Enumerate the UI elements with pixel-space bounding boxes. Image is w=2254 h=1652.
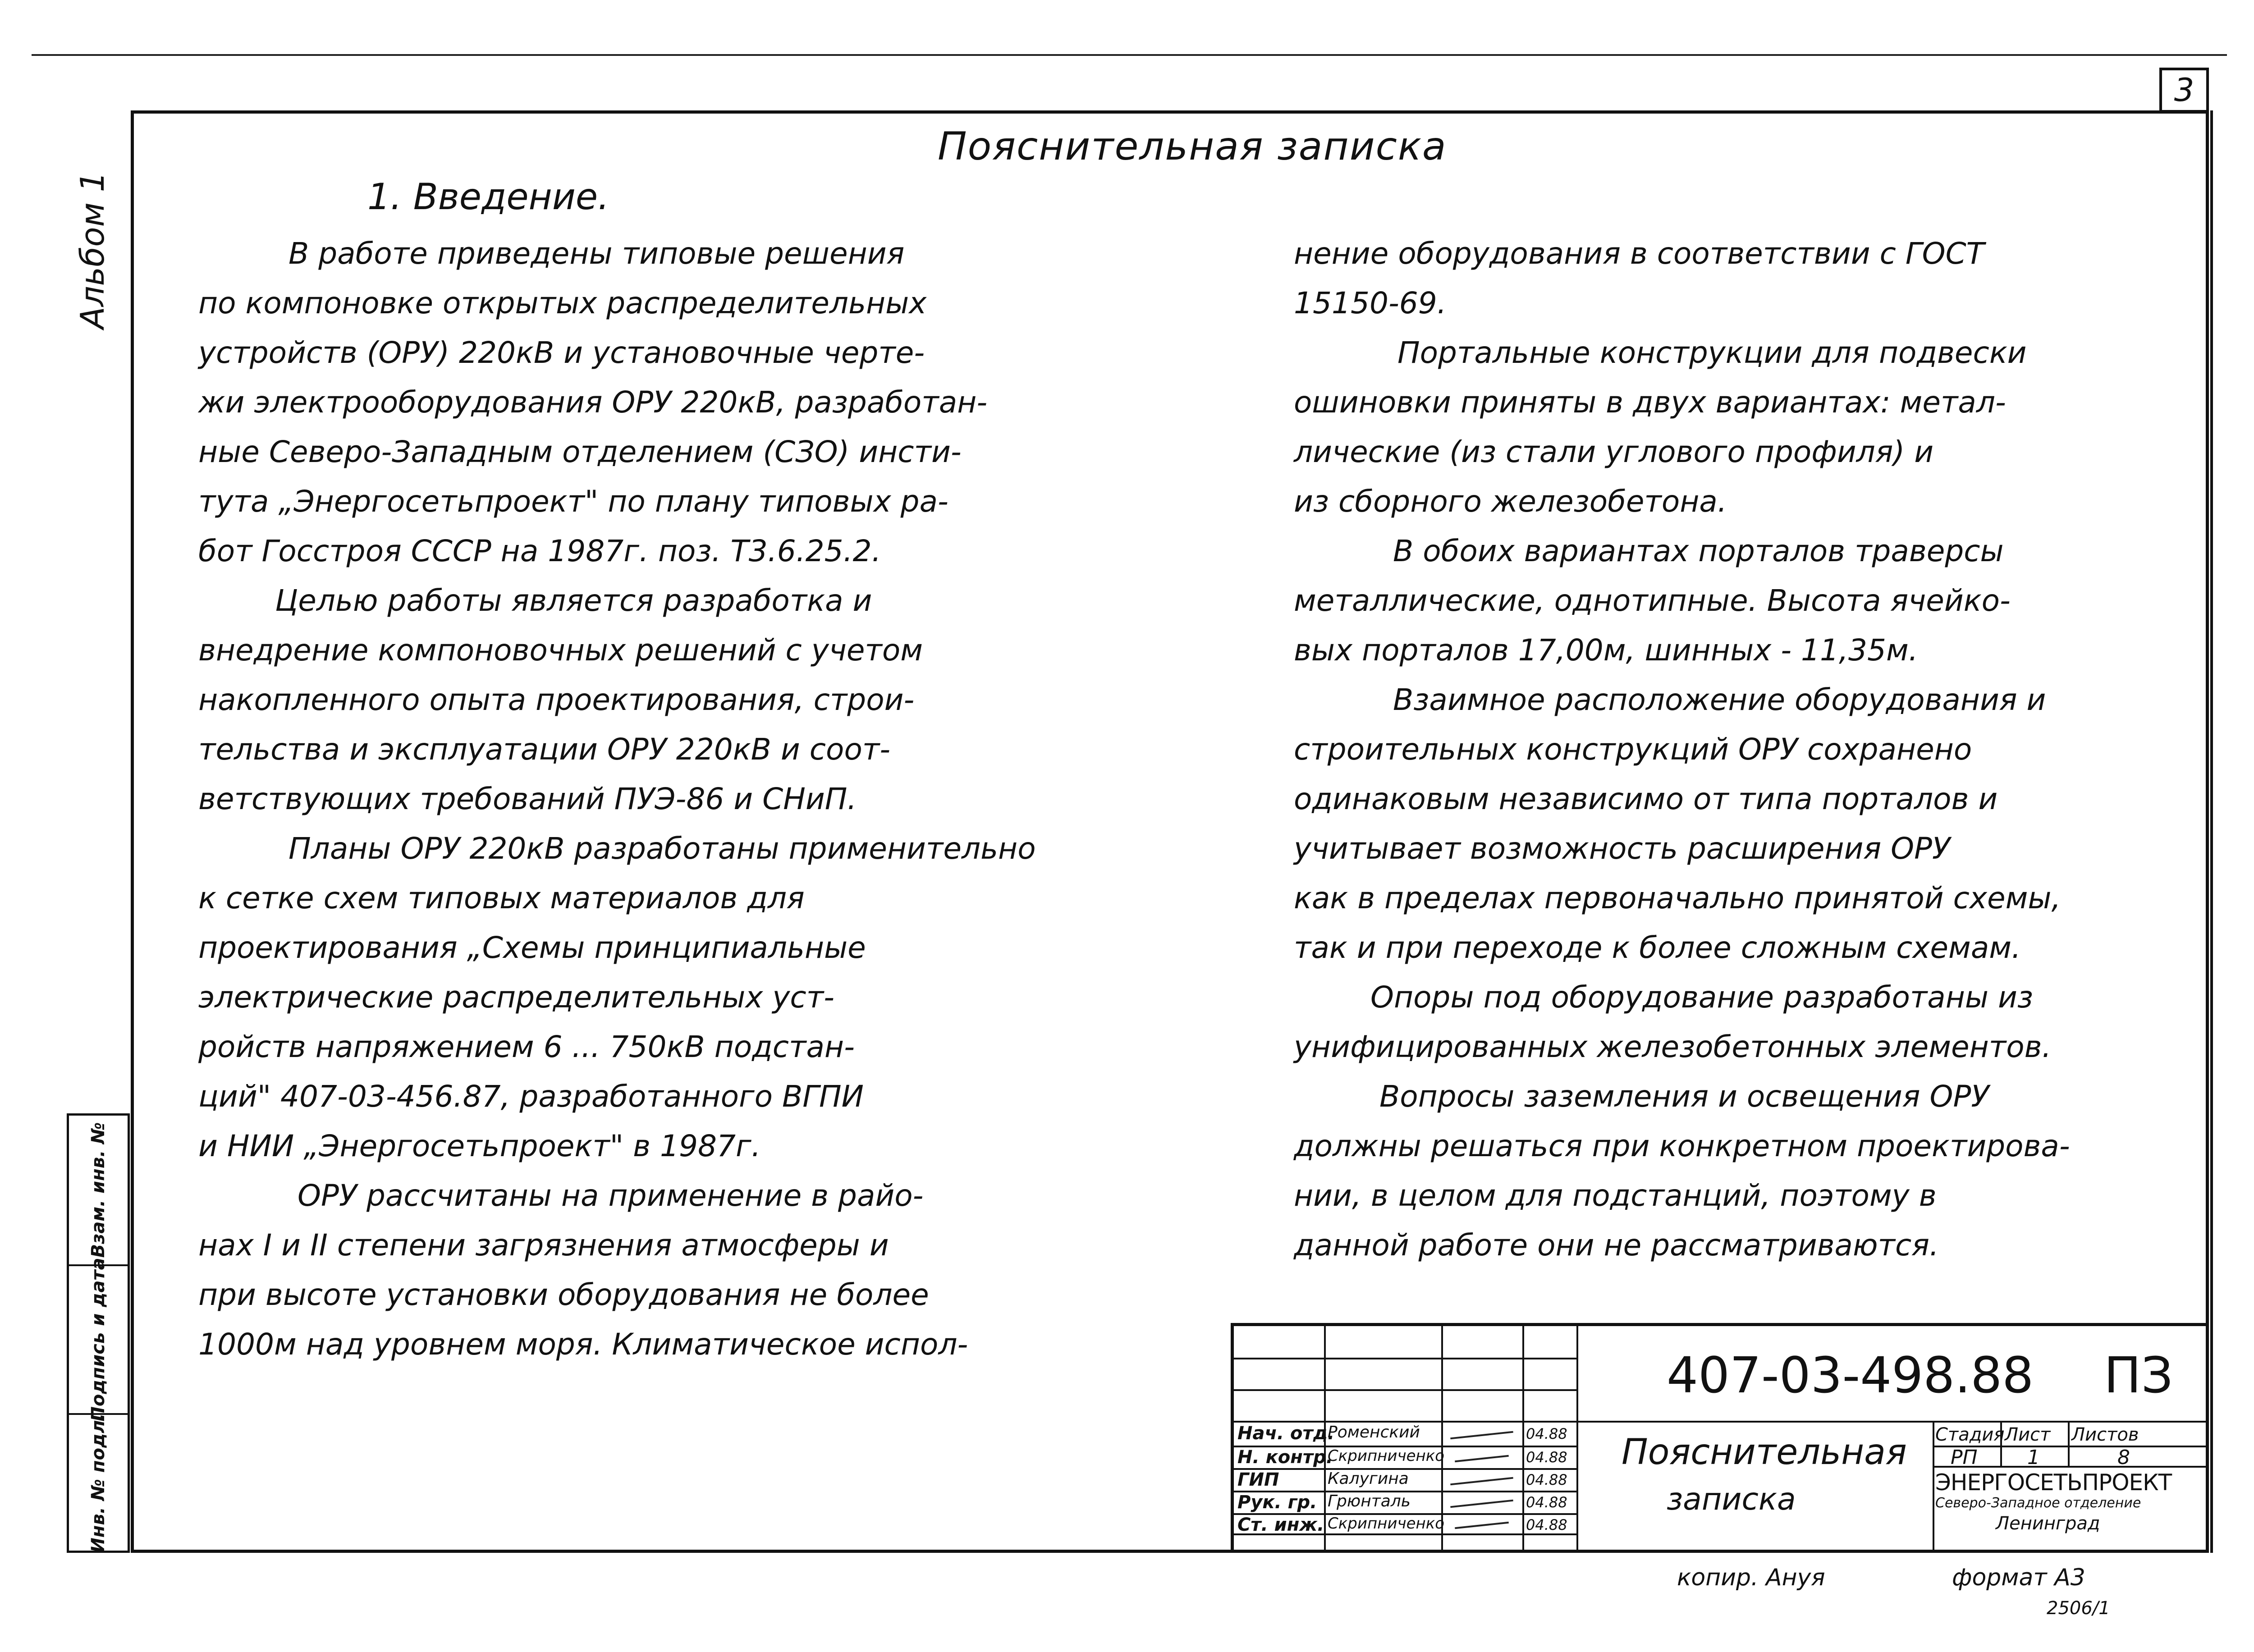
text-line: В работе приведены типовые решения bbox=[289, 236, 905, 271]
section-heading: 1. Введение. bbox=[367, 176, 609, 218]
text-line: ОРУ рассчитаны на применение в райо- bbox=[298, 1178, 924, 1213]
sheet-header: Лист bbox=[2005, 1424, 2051, 1445]
signature-mark bbox=[1455, 1455, 1509, 1463]
role-label: ГИП bbox=[1237, 1469, 1279, 1490]
sheet-value: 1 bbox=[2027, 1446, 2040, 1469]
side-stamp-label: Подпись и дата bbox=[88, 1258, 109, 1422]
page-title: Пояснительная записка bbox=[938, 124, 1447, 169]
role-date: 04.88 bbox=[1526, 1494, 1567, 1511]
signature-mark bbox=[1455, 1522, 1509, 1529]
text-line: проектирования „Схемы принципиальные bbox=[198, 930, 866, 965]
document-name-line2: записка bbox=[1667, 1482, 1796, 1517]
text-line: тельства и эксплуатации ОРУ 220кВ и соот- bbox=[198, 732, 891, 767]
text-line: и НИИ „Энергосетьпроект" в 1987г. bbox=[198, 1129, 761, 1163]
right-text-column bbox=[1294, 229, 2070, 1270]
album-label bbox=[68, 171, 117, 329]
grid-line bbox=[2068, 1421, 2070, 1466]
text-line: вых порталов 17,00м, шинных - 11,35м. bbox=[1294, 633, 1918, 668]
text-line: 1000м над уровнем моря. Климатическое испол- bbox=[198, 1327, 968, 1362]
archive-number: 2506/1 bbox=[2047, 1598, 2110, 1619]
organization-city: Ленинград bbox=[1996, 1513, 2100, 1534]
text-line: внедрение компоновочных решений с учетом bbox=[198, 633, 923, 668]
signature-mark bbox=[1450, 1477, 1513, 1486]
role-date: 04.88 bbox=[1526, 1449, 1567, 1466]
role-name: Скрипниченко bbox=[1328, 1515, 1445, 1533]
text-line: Вопросы заземления и освещения ОРУ bbox=[1379, 1079, 1989, 1114]
document-type: ПЗ bbox=[2104, 1346, 2173, 1404]
text-line: лические (из стали углового профиля) и bbox=[1294, 435, 1934, 469]
document-code: 407-03-498.88 bbox=[1667, 1346, 2034, 1404]
side-stamp-label: Инв. № подл. bbox=[88, 1413, 109, 1553]
role-name: Калугина bbox=[1328, 1469, 1409, 1488]
grid-line bbox=[1522, 1326, 1524, 1553]
grid-line bbox=[1234, 1421, 2209, 1423]
text-line: должны решаться при конкретном проектирова- bbox=[1294, 1129, 2070, 1163]
role-label: Нач. отд. bbox=[1237, 1423, 1335, 1444]
role-name: Скрипниченко bbox=[1328, 1447, 1445, 1465]
text-line: В обоих вариантах порталов траверсы bbox=[1393, 534, 2004, 568]
grid-line bbox=[1234, 1358, 1576, 1359]
text-line: данной работе они не рассматриваются. bbox=[1294, 1228, 1939, 1263]
text-line: ройств напряжением 6 ... 750кВ подстан- bbox=[198, 1030, 855, 1064]
role-label: Н. контр. bbox=[1237, 1447, 1333, 1468]
text-line: ций" 407-03-456.87, разработанного ВГПИ bbox=[198, 1079, 864, 1114]
page-number: 3 bbox=[2159, 68, 2209, 113]
sheets-header: Листов bbox=[2071, 1424, 2139, 1445]
role-date: 04.88 bbox=[1526, 1425, 1567, 1442]
role-date: 04.88 bbox=[1526, 1516, 1567, 1533]
sheets-value: 8 bbox=[2117, 1446, 2130, 1469]
text-line: унифицированных железобетонных элементов. bbox=[1294, 1030, 2052, 1064]
signature-mark bbox=[1450, 1500, 1513, 1508]
text-line: электрические распределительных уст- bbox=[198, 980, 834, 1015]
text-line: Опоры под оборудование разработаны из bbox=[1370, 980, 2033, 1015]
text-line: из сборного железобетона. bbox=[1294, 484, 1727, 519]
text-line: Целью работы является разработка и bbox=[275, 583, 872, 618]
copied-by: копир. Ануя bbox=[1677, 1564, 1825, 1591]
text-line: учитывает возможность расширения ОРУ bbox=[1294, 831, 1951, 866]
role-name: Грюнталь bbox=[1328, 1492, 1411, 1510]
signature-mark bbox=[1450, 1431, 1513, 1440]
left-text-column bbox=[198, 229, 1036, 1369]
text-line: так и при переходе к более сложным схемам. bbox=[1294, 930, 2021, 965]
text-line: устройств (ОРУ) 220кВ и установочные черте- bbox=[198, 335, 925, 370]
text-line: ошиновки приняты в двух вариантах: метал- bbox=[1294, 385, 2006, 420]
side-stamp-cell bbox=[69, 1116, 128, 1264]
stage-value: РП bbox=[1951, 1446, 1978, 1469]
text-line: жи электрооборудования ОРУ 220кВ, разработан- bbox=[198, 385, 988, 420]
text-line: Взаимное расположение оборудования и bbox=[1393, 682, 2046, 717]
text-line: к сетке схем типовых материалов для bbox=[198, 881, 805, 915]
document-name-line1: Пояснительная bbox=[1622, 1432, 1907, 1473]
text-line: металлические, однотипные. Высота ячейко- bbox=[1294, 583, 2011, 618]
text-line: нии, в целом для подстанций, поэтому в bbox=[1294, 1178, 1937, 1213]
text-line: по компоновке открытых распределительных bbox=[198, 286, 927, 320]
text-line: как в пределах первоначально принятой схемы, bbox=[1294, 881, 2061, 915]
text-line: накопленного опыта проектирования, строи- bbox=[198, 682, 915, 717]
text-line: 15150-69. bbox=[1294, 286, 1447, 320]
side-stamp-cell bbox=[69, 1413, 128, 1551]
text-line: бот Госстроя СССР на 1987г. поз. Т3.6.25.2. bbox=[198, 534, 881, 568]
album-label-text: Альбом 1 bbox=[73, 171, 111, 329]
stage-header: Стадия bbox=[1935, 1424, 2005, 1445]
side-stamp-cell bbox=[69, 1258, 128, 1422]
grid-line bbox=[1234, 1389, 1576, 1391]
title-block bbox=[1231, 1323, 2209, 1553]
role-label: Ст. инж. bbox=[1237, 1515, 1324, 1535]
text-line: одинаковым независимо от типа порталов и bbox=[1294, 782, 1998, 816]
text-line: тута „Энергосетьпроект" по плану типовых ра- bbox=[198, 484, 948, 519]
role-label: Рук. гр. bbox=[1237, 1492, 1317, 1513]
grid-line bbox=[1933, 1421, 1934, 1553]
text-line: при высоте установки оборудования не более bbox=[198, 1277, 929, 1312]
text-line: Портальные конструкции для подвески bbox=[1397, 335, 2027, 370]
text-line: строительных конструкций ОРУ сохранено bbox=[1294, 732, 1972, 767]
text-line: ветствующих требований ПУЭ-86 и СНиП. bbox=[198, 782, 857, 816]
organization-name: ЭНЕРГОСЕТЬПРОЕКТ bbox=[1935, 1469, 2172, 1496]
role-date: 04.88 bbox=[1526, 1471, 1567, 1488]
side-stamp-label: Взам. инв. № bbox=[88, 1122, 109, 1258]
organization-division: Северо-Западное отделение bbox=[1935, 1495, 2141, 1511]
role-name: Роменский bbox=[1328, 1423, 1420, 1441]
sheet-format: формат А3 bbox=[1952, 1564, 2085, 1591]
text-line: Планы ОРУ 220кВ разработаны применительно bbox=[289, 831, 1036, 866]
grid-line bbox=[1576, 1326, 1578, 1553]
text-line: нах I и II степени загрязнения атмосферы и bbox=[198, 1228, 889, 1263]
text-line: ные Северо-Западным отделением (СЗО) инсти- bbox=[198, 435, 962, 469]
text-line: нение оборудования в соответствии с ГОСТ bbox=[1294, 236, 1984, 271]
side-stamp bbox=[67, 1113, 130, 1553]
